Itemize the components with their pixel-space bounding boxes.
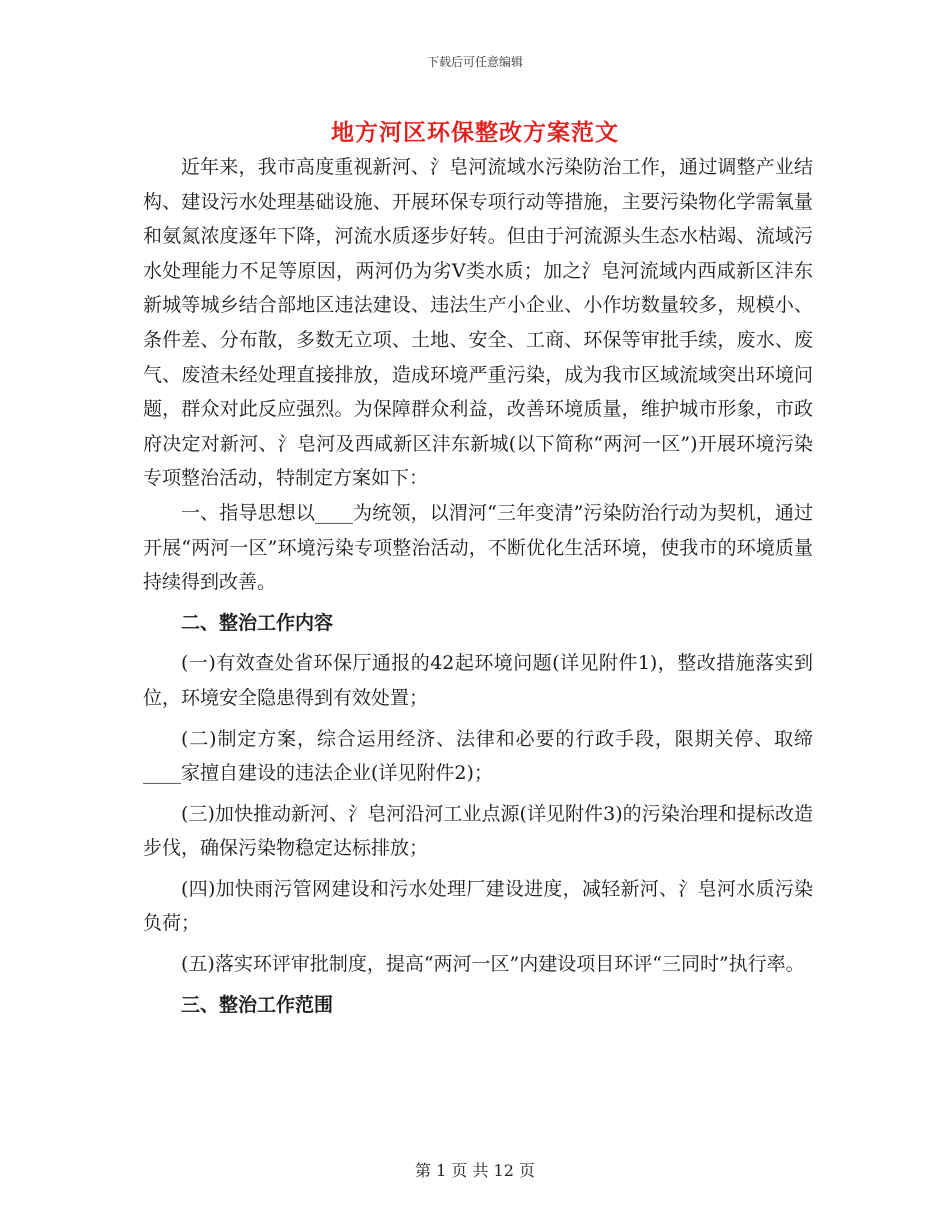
page-header-note: 下载后可任意编辑 [426,55,523,69]
work-item-1: (一)有效查处省环保厅通报的42起环境问题(详见附件1)，整改措施落实到位，环境安全隐患得到有效处置； [143,652,813,709]
document-body [143,150,813,1022]
work-item-4: (四)加快雨污管网建设和污水处理厂建设进度，减轻新河、氵皂河水质污染负荷； [143,877,813,935]
page-number: 第 1 页 共 12 页 [415,1161,535,1180]
intro-paragraph: 近年来，我市高度重视新河、氵皂河流域水污染防治工作，通过调整产业结构、建设污水处理基础设施、开展环保专项行动等措施，主要污染物化学需氧量和氨氮浓度逐年下降，河流水质逐步好转。但由于河流源头生态水枯竭、流域污水处理能力不足等原因，两河仍为劣Ⅴ类水质；加之氵皂河流域内西咸新区沣东新城等城乡结合部地区违法建设、违法生产小企业、小作坊数量较多，规模小、条件差、分布散，多数无立项、土地、安全、工商、环保等审批手续，废水、废气、废渣未经处理直接排放，造成环境严重污染，成为我市区域流域突出环境问题，群众对此反应强烈。为保障群众利益，改善环境质量，维护城市形象，市政府决定对新河、氵皂河及西咸新区沣东新城(以下简称“两河一区”)开展环境污染专项整治活动，特制定方案如下： [143,156,813,490]
section-heading-work-scope: 三、整治工作范围 [181,993,334,1016]
guiding-ideology-paragraph: 一、指导思想以____为统领，以渭河“三年变清”污染防治行动为契机，通过开展“两河一区”环境污染专项整治活动，不断优化生活环境，使我市的环境质量持续得到改善。 [143,501,813,594]
section-heading-work-content: 二、整治工作内容 [181,611,334,634]
document-title: 地方河区环保整改方案范文 [331,119,619,146]
work-item-3: (三)加快推动新河、氵皂河沿河工业点源(详见附件3)的污染治理和提标改造步伐，确保污染物稳定达标排放； [143,802,813,860]
work-item-2: (二)制定方案，综合运用经济、法律和必要的行政手段，限期关停、取缔____家擅自建设的违法企业(详见附件2)； [143,727,813,785]
work-item-5: (五)落实环评审批制度，提高“两河一区”内建设项目环评“三同时”执行率。 [181,953,805,976]
